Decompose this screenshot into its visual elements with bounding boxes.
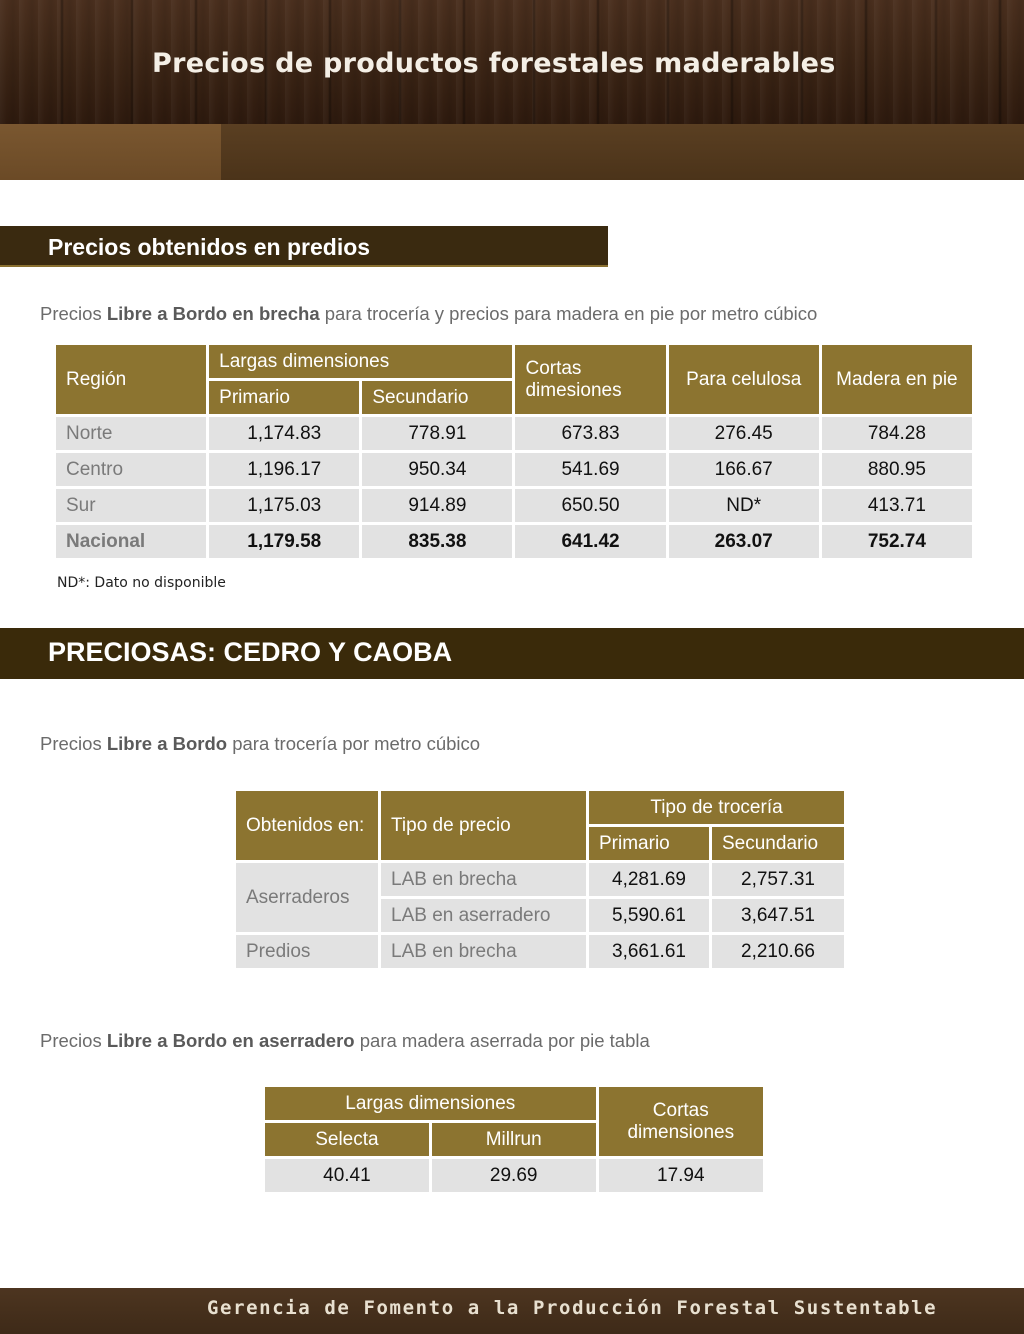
section-title: Precios obtenidos en predios <box>48 234 371 260</box>
table-row <box>56 453 972 486</box>
cell-tipo: LAB en brecha <box>381 863 586 896</box>
footer-text: Gerencia de Fomento a la Producción Forestal Sustentable <box>207 1297 938 1319</box>
cell-secundario: 914.89 <box>362 489 512 522</box>
cell-cortas: 673.83 <box>515 417 665 450</box>
header-millrun: Millrun <box>432 1123 596 1156</box>
page-title: Precios de productos forestales maderables <box>152 48 836 79</box>
header-largas: Largas dimensiones <box>265 1087 596 1120</box>
cell-group-aserraderos: Aserraderos <box>236 863 378 932</box>
cell-selecta: 40.41 <box>265 1159 429 1192</box>
cell-primario: 1,179.58 <box>209 525 359 558</box>
section-heading-preciosas <box>0 628 1024 679</box>
cell-millrun: 29.69 <box>432 1159 596 1192</box>
header-region: Región <box>56 345 206 414</box>
header-madera-pie: Madera en pie <box>822 345 972 414</box>
cell-group-predios: Predios <box>236 935 378 968</box>
cell-celulosa: 276.45 <box>669 417 819 450</box>
table3-caption: Precios Libre a Bordo en aserradero para madera aserrada por pie tabla <box>40 1030 650 1051</box>
preciosas-troceria-table <box>233 788 847 971</box>
cell-celulosa: 263.07 <box>669 525 819 558</box>
cell-tipo: LAB en aserradero <box>381 899 586 932</box>
cell-region: Centro <box>56 453 206 486</box>
section-heading-predios <box>0 226 608 267</box>
header-secundario: Secundario <box>712 827 844 860</box>
header-strip-left <box>0 124 221 180</box>
header-selecta: Selecta <box>265 1123 429 1156</box>
table-row <box>236 863 844 896</box>
cell-region: Norte <box>56 417 206 450</box>
cell-secundario: 2,210.66 <box>712 935 844 968</box>
cell-madera-pie: 752.74 <box>822 525 972 558</box>
cell-region: Sur <box>56 489 206 522</box>
cell-tipo: LAB en brecha <box>381 935 586 968</box>
header-tipo-troceria: Tipo de trocería <box>589 791 844 824</box>
footer-banner <box>0 1288 1024 1334</box>
header-obtenidos: Obtenidos en: <box>236 791 378 860</box>
header-strip-right <box>221 124 1024 180</box>
table-row <box>236 935 844 968</box>
cell-primario: 1,175.03 <box>209 489 359 522</box>
cell-secundario: 778.91 <box>362 417 512 450</box>
section-title: PRECIOSAS: CEDRO Y CAOBA <box>48 637 453 667</box>
cell-secundario: 2,757.31 <box>712 863 844 896</box>
footnote: ND*: Dato no disponible <box>57 575 226 591</box>
header-primario: Primario <box>209 381 359 414</box>
table-row <box>265 1159 763 1192</box>
header-tipo-precio: Tipo de precio <box>381 791 586 860</box>
cell-cortas: 641.42 <box>515 525 665 558</box>
cell-cortas: 650.50 <box>515 489 665 522</box>
header-primario: Primario <box>589 827 709 860</box>
table2-caption: Precios Libre a Bordo para trocería por metro cúbico <box>40 733 481 754</box>
header-banner <box>0 0 1024 124</box>
cell-primario: 3,661.61 <box>589 935 709 968</box>
header-cortas: Cortas dimensiones <box>599 1087 763 1156</box>
cell-primario: 1,174.83 <box>209 417 359 450</box>
cell-celulosa: 166.67 <box>669 453 819 486</box>
cell-primario: 4,281.69 <box>589 863 709 896</box>
table-row <box>56 489 972 522</box>
cell-madera-pie: 784.28 <box>822 417 972 450</box>
table-row <box>56 417 972 450</box>
cell-primario: 1,196.17 <box>209 453 359 486</box>
header-secundario: Secundario <box>362 381 512 414</box>
cell-madera-pie: 413.71 <box>822 489 972 522</box>
table-row-total <box>56 525 972 558</box>
header-cortas: Cortas dimesiones <box>515 345 665 414</box>
cell-secundario: 835.38 <box>362 525 512 558</box>
header-celulosa: Para celulosa <box>669 345 819 414</box>
table1-caption: Precios Libre a Bordo en brecha para trocería y precios para madera en pie por metro cúbico <box>40 303 818 324</box>
cell-region: Nacional <box>56 525 206 558</box>
madera-aserrada-table <box>262 1084 766 1195</box>
cell-secundario: 950.34 <box>362 453 512 486</box>
cell-cortas: 541.69 <box>515 453 665 486</box>
cell-celulosa: ND* <box>669 489 819 522</box>
predios-price-table <box>53 342 975 561</box>
header-largas: Largas dimensiones <box>209 345 512 378</box>
cell-cortas: 17.94 <box>599 1159 763 1192</box>
cell-primario: 5,590.61 <box>589 899 709 932</box>
cell-madera-pie: 880.95 <box>822 453 972 486</box>
cell-secundario: 3,647.51 <box>712 899 844 932</box>
